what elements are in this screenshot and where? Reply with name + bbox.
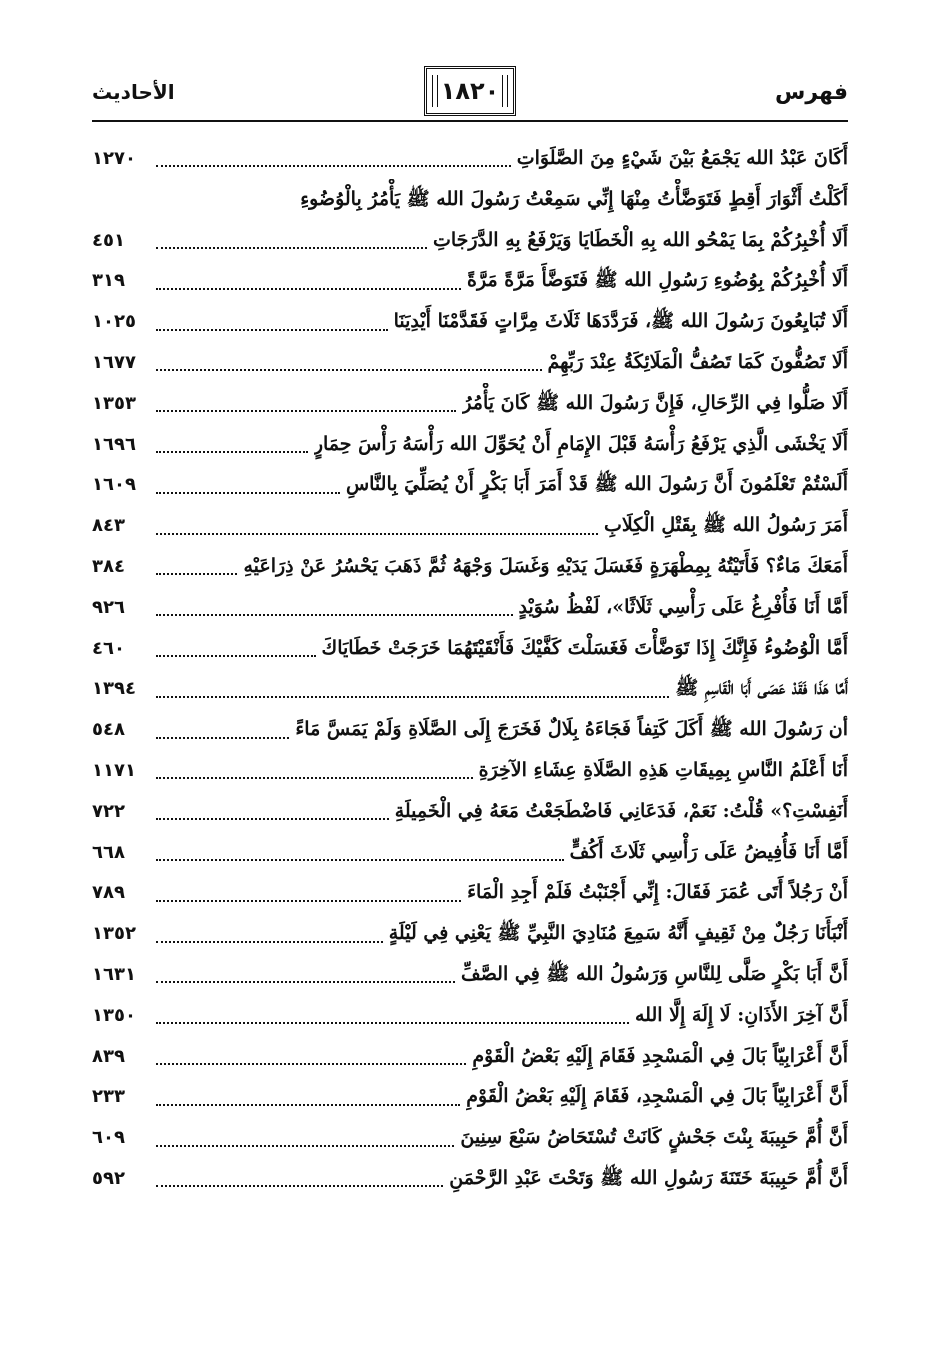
page-header (92, 66, 848, 120)
index-entry (92, 750, 848, 791)
entry-text: أَمَرَ رَسُولُ الله ﷺ بِقَتْلِ الْكِلَابِ (603, 514, 848, 537)
entry-text: أَنَّ أَعْرَابِيّاً بَالَ فِي الْمَسْجِدِ، فَقَامَ إِلَيْهِ بَعْضُ الْقَوْمِ (466, 1085, 848, 1108)
entry-text: أَمَّا هَذَا فَقَدْ عَصَى أَبَا الْقَاسِمِ ﷺ (675, 677, 848, 700)
index-entry (92, 301, 848, 342)
entry-page-number: ١٣٥٢ (92, 923, 136, 945)
entry-text: أَكَانَ عَبْدُ الله يَجْمَعُ بَيْنَ شَيْءٍ مِنَ الصَّلَوَاتِ (516, 147, 848, 169)
dot-leader (156, 614, 513, 616)
entry-text: أَلَا تَصُفُّونَ كَمَا تَصُفُّ الْمَلَائِكَةُ عِنْدَ رَبِّهِمْ (547, 350, 848, 373)
entry-text: أَلَسْتُمْ تَعْلَمُونَ أَنَّ رَسُولَ الله ﷺ قَدْ أَمَرَ أَبَا بَكْرٍ أَنْ يُصَلِّيَ بِالنَّاسِ (345, 473, 848, 496)
dot-leader (156, 533, 598, 535)
header-title-index: فهرس (775, 80, 848, 105)
index-entry (92, 342, 848, 383)
entry-text: أَنَّ آخِرَ الأَذَانِ: لَا إِلَهَ إِلَّا الله (635, 1003, 848, 1026)
header-divider (92, 120, 848, 122)
entry-page-number: ١٢٧٠ (92, 148, 136, 169)
entry-text: أَمَّا الْوُضُوءُ فَإِنَّكَ إِذَا تَوَضَّأْتَ فَغَسَلْتَ كَفَّيْكَ فَأَنْقَيْتَهُمَا خَرَجَتْ خَطَايَاكَ (321, 636, 848, 659)
index-entry (92, 505, 848, 546)
dot-leader (156, 1145, 454, 1147)
index-entry (92, 995, 848, 1036)
dot-leader (156, 1104, 460, 1106)
entry-page-number: ١٦٩٦ (92, 433, 136, 455)
entry-page-number: ٨٣٩ (92, 1045, 125, 1067)
dot-leader (156, 1185, 443, 1187)
entry-text: أَنَّ أَبَا بَكْرٍ صَلَّى لِلنَّاسِ وَرَسُولُ الله ﷺ فِي الصَّفِّ (461, 962, 848, 985)
entry-page-number: ٣١٩ (92, 270, 125, 292)
entry-page-number: ١٦٧٧ (92, 351, 136, 373)
index-entry (92, 832, 848, 873)
entry-text: أَنْ رَجُلاً أَتَى عُمَرَ فَقَالَ: إِنِّي أَجْنَبْتُ فَلَمْ أَجِدِ الْمَاءَ (467, 881, 848, 904)
entry-page-number: ١١٧١ (92, 759, 136, 781)
dot-leader (156, 573, 237, 575)
index-entry (92, 1158, 848, 1199)
entry-text: أَلَا يَخْشَى الَّذِي يَرْفَعُ رَأْسَهُ قَبْلَ الإِمَامِ أَنْ يُحَوِّلَ الله رَأْسَهُ رَأْسَ حِمَارٍ (313, 432, 848, 455)
index-entry (92, 1117, 848, 1158)
entry-page-number: ١٦٣١ (92, 963, 136, 985)
dot-leader (156, 777, 473, 779)
index-entry (92, 424, 848, 465)
index-entry (92, 668, 848, 709)
entry-page-number: ٧٢٢ (92, 800, 125, 822)
entry-page-number: ٣٨٤ (92, 555, 125, 577)
entry-text: أَلَا أُخْبِرُكُمْ بِمَا يَمْحُو الله بِهِ الْخَطَايَا وَيَرْفَعُ بِهِ الدَّرَجَاتِ (432, 228, 848, 251)
entry-page-number: ١٣٥٣ (92, 392, 136, 414)
entry-page-number: ١٣٩٤ (92, 678, 136, 700)
dot-leader (156, 165, 511, 167)
entry-page-number: ٦٠٩ (92, 1127, 125, 1149)
dot-leader (156, 451, 308, 453)
dot-leader (156, 369, 542, 371)
entry-page-number: ١٠٢٥ (92, 311, 136, 333)
entry-text: أَنَا أَعْلَمُ النَّاسِ بِمِيقَاتِ هَذِهِ الصَّلَاةِ عِشَاءِ الآخِرَةِ (478, 758, 848, 781)
page-number: ١٨٢٠ (424, 66, 516, 116)
index-entry (92, 220, 848, 261)
entry-page-number: ٩٢٦ (92, 596, 125, 618)
index-entry (92, 179, 848, 220)
dot-leader (156, 737, 289, 739)
dot-leader (156, 410, 456, 412)
index-entry (92, 587, 848, 628)
entry-page-number: ٤٦٠ (92, 637, 125, 659)
dot-leader (156, 329, 388, 331)
entry-text: أَنَّ أَعْرَابِيّاً بَالَ فِي الْمَسْجِدِ فَقَامَ إِلَيْهِ بَعْضُ الْقَوْمِ (472, 1044, 848, 1067)
index-entry (92, 546, 848, 587)
dot-leader (156, 288, 461, 290)
entry-text: أَنَّ أُمَّ حَبِيبَةَ خَتَنَةَ رَسُولِ الله ﷺ وَتَحْتَ عَبْدِ الرَّحْمَنِ (449, 1166, 848, 1189)
entry-page-number: ٤٥١ (92, 229, 125, 251)
dot-leader (156, 1063, 466, 1065)
index-entry (92, 1076, 848, 1117)
entry-page-number: ١٦٠٩ (92, 474, 136, 496)
dot-leader (156, 859, 564, 861)
entry-text: أَلَا صَلُّوا فِي الرِّحَالِ، فَإِنَّ رَسُولَ الله ﷺ كَانَ يَأْمُرُ (462, 391, 848, 414)
entry-text: أَنْبَأَنَا رَجُلٌ مِنْ ثَقِيفٍ أَنَّهُ سَمِعَ مُنَادِيَ النَّبِيِّ ﷺ يَعْنِي فِي لَيْلَةٍ (388, 922, 848, 945)
dot-leader (156, 492, 340, 494)
entry-page-number: ١٣٥٠ (92, 1004, 136, 1026)
dot-leader (156, 247, 427, 249)
index-entry (92, 872, 848, 913)
entry-page-number: ٢٣٣ (92, 1086, 125, 1108)
index-entry (92, 383, 848, 424)
entry-page-number: ٧٨٩ (92, 882, 125, 904)
entry-text: أَمَّا أَنَا فَأُفِيضُ عَلَى رَأْسِي ثَلَاثَ أَكُفٍّ (569, 840, 848, 863)
index-entry (92, 791, 848, 832)
index-entries (92, 138, 848, 1199)
entry-text: أَنَّ أُمَّ حَبِيبَةَ بِنْتَ جَحْشٍ كَانَتْ تُسْتَحَاضُ سَبْعَ سِنِينَ (460, 1126, 848, 1149)
entry-text: أَنَفِسْتِ؟» قُلْتُ: نَعَمْ، فَدَعَانِي فَاضْطَجَعْتُ مَعَهُ فِي الْخَمِيلَةِ (394, 799, 848, 822)
index-entry (92, 138, 848, 179)
index-entry (92, 1036, 848, 1077)
entry-text: أن رَسُولَ الله ﷺ أَكَلَ كَتِفاً فَجَاءَهُ بِلَالٌ فَخَرَجَ إِلَى الصَّلَاةِ وَلَمْ يَمَسَّ مَاءً (295, 718, 848, 741)
index-entry (92, 709, 848, 750)
dot-leader (156, 981, 455, 983)
entry-text: أَمَعَكَ مَاءٌ؟ فَأَتَيْتُهُ بِمِطْهَرَةٍ فَغَسَلَ يَدَيْهِ وَغَسَلَ وَجْهَهُ ثُمَّ ذَهَبَ يَحْسُرُ عَنْ ذِرَاعَيْهِ (243, 554, 848, 577)
entry-text: أَلَا تُبَايِعُونَ رَسُولَ الله ﷺ، فَرَدَّدَهَا ثَلَاثَ مِرَّاتٍ فَقَدَّمْنَا أَيْدِيَنَا (393, 310, 848, 333)
entry-page-number: ٨٤٣ (92, 515, 125, 537)
entry-text: أَلَا أُخْبِرُكُمْ بِوُضُوءِ رَسُولِ الله ﷺ فَتَوَضَّأَ مَرَّةً مَرَّةً (467, 269, 848, 292)
index-entry (92, 913, 848, 954)
entry-text: أَكَلْتُ أَثْوَارَ أَقِطٍ فَتَوَضَّأْتُ مِنْهَا إِنِّي سَمِعْتُ رَسُولَ الله ﷺ يَأْمُرُ بِالْوُضُوءِ (300, 187, 848, 210)
dot-leader (156, 1022, 629, 1024)
dot-leader (156, 900, 461, 902)
index-entry (92, 954, 848, 995)
dot-leader (156, 941, 383, 943)
dot-leader (156, 818, 389, 820)
entry-page-number: ٥٤٨ (92, 719, 125, 741)
entry-page-number: ٦٦٨ (92, 841, 125, 863)
entry-page-number: ٥٩٢ (92, 1167, 125, 1189)
index-entry (92, 628, 848, 669)
index-entry (92, 260, 848, 301)
header-title-hadiths: الأحاديث (92, 80, 175, 104)
index-entry (92, 464, 848, 505)
dot-leader (156, 696, 669, 698)
entry-text: أَمَّا أَنَا فَأُفْرِغُ عَلَى رَأْسِي ثَلَاثًا»، لَفْظُ سُوَيْدٍ (518, 595, 848, 618)
dot-leader (156, 655, 316, 657)
